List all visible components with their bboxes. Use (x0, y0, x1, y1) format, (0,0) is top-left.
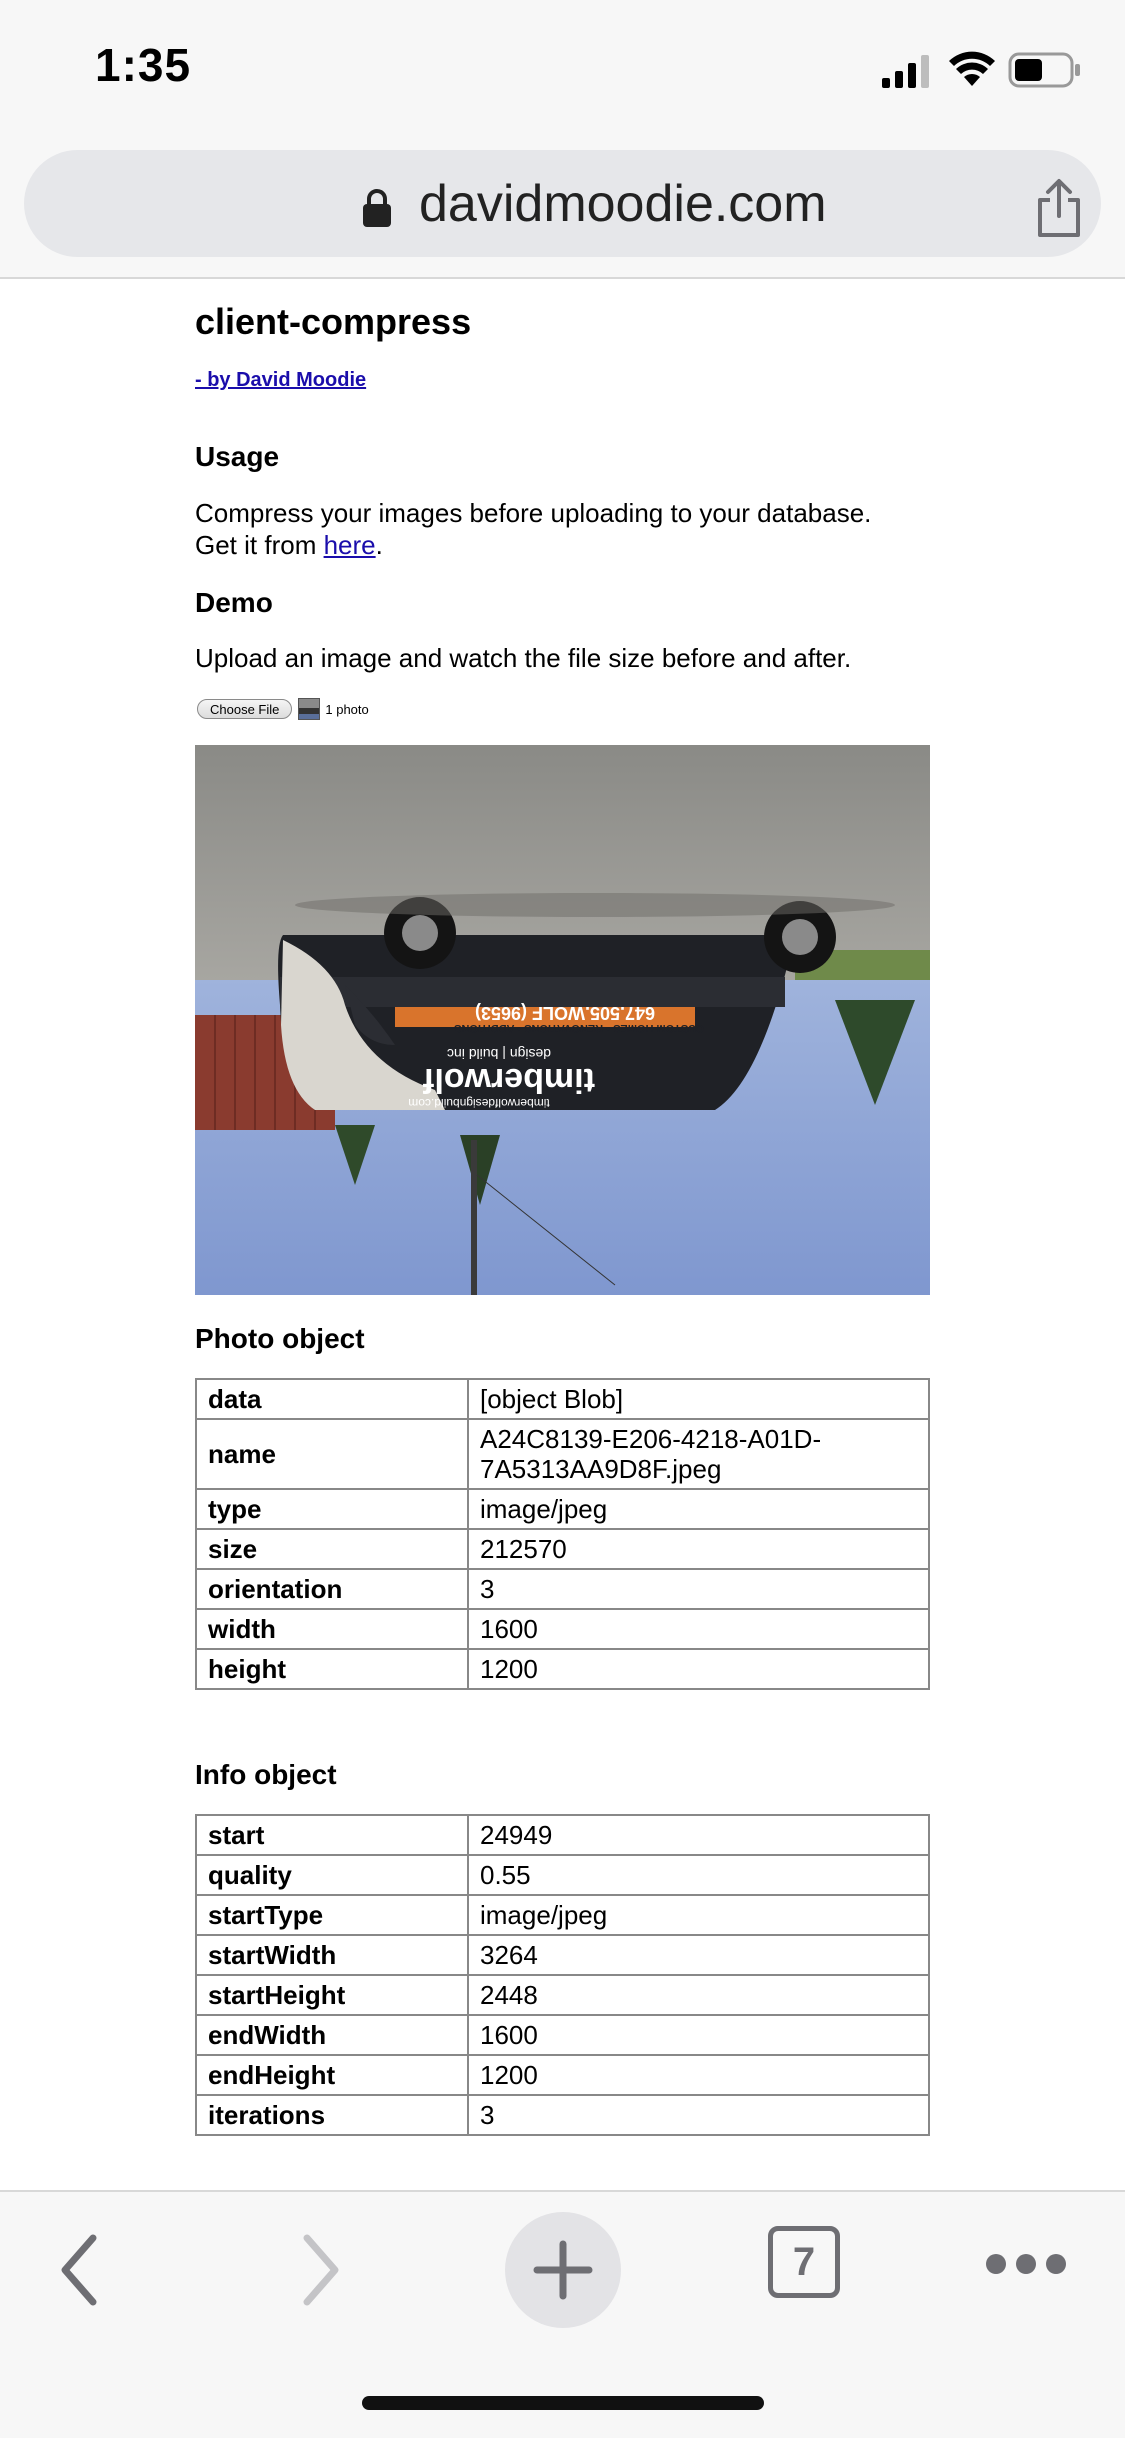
table-row (196, 1975, 929, 2015)
tabs-button[interactable]: 7 (768, 2226, 840, 2298)
table-key: width (196, 1609, 468, 1649)
table-row (196, 2055, 929, 2095)
photo-object-heading: Photo object (195, 1323, 365, 1354)
van-phone-text: 647.505.WOLF (9653) (474, 1003, 656, 1023)
table-value: 1200 (468, 1649, 929, 1689)
home-indicator[interactable] (362, 2396, 764, 2410)
author-link[interactable]: - by David Moodie (195, 369, 367, 391)
table-key: type (196, 1489, 468, 1529)
table-key: data (196, 1379, 468, 1419)
usage-line-2-suffix: . (375, 530, 383, 560)
table-row (196, 1609, 929, 1649)
table-value: 1600 (468, 1609, 929, 1649)
table-value: A24C8139-E206-4218-A01D-7A5313AA9D8F.jpeg (468, 1419, 929, 1489)
battery-icon (1008, 52, 1082, 88)
table-key: endHeight (196, 2055, 468, 2095)
status-bar (0, 0, 1125, 140)
table-row (196, 1855, 929, 1895)
table-row (196, 1815, 929, 1855)
table-key: size (196, 1529, 468, 1569)
table-row (196, 1489, 929, 1529)
photo-object-table (195, 1378, 930, 1690)
table-row (196, 1529, 929, 1569)
van-services-text: CUSTOM HOMES • RENOVATIONS • ADDITIONS (454, 1022, 704, 1034)
table-row (196, 1895, 929, 1935)
selected-file-count: 1 photo (325, 701, 369, 717)
info-object-heading: Info object (195, 1759, 337, 1790)
uploaded-photo (195, 745, 930, 1295)
url-text: davidmoodie.com (419, 175, 827, 233)
table-key: startType (196, 1895, 468, 1935)
browser-address-area (0, 140, 1125, 279)
table-value: 3 (468, 1569, 929, 1609)
table-key: orientation (196, 1569, 468, 1609)
table-key: startHeight (196, 1975, 468, 2015)
table-value: 3 (468, 2095, 929, 2135)
table-value: image/jpeg (468, 1489, 929, 1529)
cellular-signal-icon (882, 54, 932, 88)
table-row (196, 1649, 929, 1689)
table-row (196, 2015, 929, 2055)
table-value: 24949 (468, 1815, 929, 1855)
here-link[interactable]: here (323, 530, 376, 560)
new-tab-button[interactable] (505, 2212, 621, 2328)
usage-text (195, 497, 930, 561)
choose-file-button[interactable]: Choose File (197, 699, 292, 719)
van-photo-image (195, 745, 930, 1295)
page-title: client-compress (195, 301, 472, 342)
selected-file-thumbnail (298, 698, 320, 720)
lock-icon (362, 188, 392, 228)
table-row (196, 1379, 929, 1419)
table-key: quality (196, 1855, 468, 1895)
table-row (196, 1935, 929, 1975)
wifi-icon (948, 50, 996, 88)
info-object-table (195, 1814, 930, 2136)
share-icon[interactable] (1032, 178, 1086, 238)
table-key: start (196, 1815, 468, 1855)
table-key: startWidth (196, 1935, 468, 1975)
forward-icon[interactable] (295, 2230, 345, 2310)
van-website-text: timberwolfdesignbuild.com (408, 1096, 550, 1110)
table-value: 0.55 (468, 1855, 929, 1895)
demo-heading: Demo (195, 587, 273, 618)
table-row (196, 2095, 929, 2135)
table-value: 3264 (468, 1935, 929, 1975)
table-key: height (196, 1649, 468, 1689)
table-row (196, 1569, 929, 1609)
table-value: 1200 (468, 2055, 929, 2095)
more-icon[interactable] (985, 2252, 1067, 2276)
usage-line-2-prefix: Get it from (195, 530, 324, 560)
address-bar[interactable] (24, 150, 1101, 257)
table-key: name (196, 1419, 468, 1489)
table-value: 2448 (468, 1975, 929, 2015)
table-value: 212570 (468, 1529, 929, 1569)
table-row (196, 1419, 929, 1489)
van-brand-text: timberwolf (423, 1061, 595, 1099)
table-key: endWidth (196, 2015, 468, 2055)
demo-text: Upload an image and watch the file size before and after. (195, 643, 852, 673)
usage-line-1: Compress your images before uploading to your database. (195, 498, 872, 528)
table-value: image/jpeg (468, 1895, 929, 1935)
status-time: 1:35 (95, 39, 192, 91)
table-value: [object Blob] (468, 1379, 929, 1419)
van-tagline-text: design | build inc (446, 1046, 552, 1062)
table-key: iterations (196, 2095, 468, 2135)
plus-icon (533, 2240, 593, 2300)
file-input (197, 697, 369, 721)
table-value: 1600 (468, 2015, 929, 2055)
back-icon[interactable] (55, 2230, 105, 2310)
usage-heading: Usage (195, 441, 280, 472)
